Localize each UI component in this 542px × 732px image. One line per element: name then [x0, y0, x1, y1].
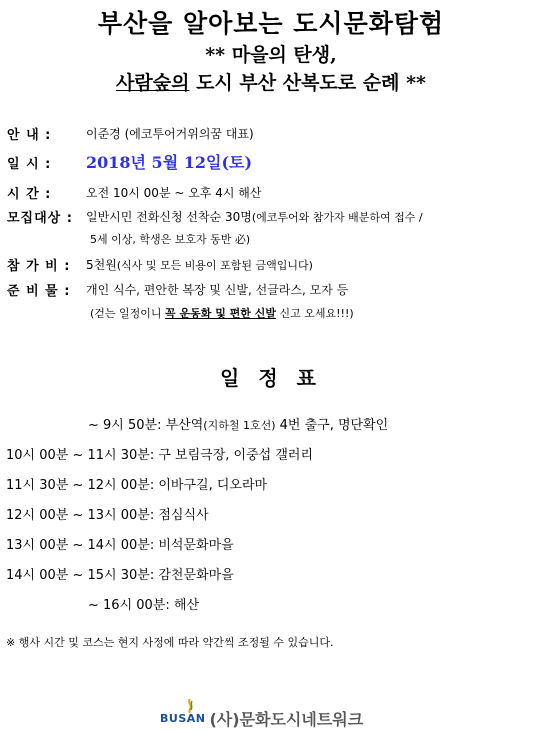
subtitle-line-1: ** 마을의 탄생, — [205, 44, 337, 66]
subtitle-rest: 도시 부산 산복도로 순례 ** — [189, 72, 426, 94]
prep-label: 준 비 물 : — [7, 284, 71, 299]
schedule-row — [6, 564, 234, 583]
fee-label: 참 가 비 : — [7, 259, 71, 274]
busan-wave-icon — [186, 699, 194, 713]
schedule-time: 12시 00분 ~ 13시 00분: — [6, 508, 155, 523]
fee-value — [86, 256, 313, 273]
prep-value: 개인 식수, 편안한 복장 및 신발, 선글라스, 모자 등 — [86, 283, 349, 297]
busan-logo-word: BUSAN — [160, 711, 206, 725]
schedule-row — [6, 474, 267, 493]
guide-value: 이준경 (에코투어거위의꿈 대표) — [86, 127, 254, 141]
busan-logo-text — [160, 712, 205, 725]
schedule-row — [88, 594, 199, 613]
schedule-time: 14시 00분 ~ 15시 30분: — [6, 568, 155, 583]
schedule-desc: 구 보림극장, 이중섭 갤러리 — [154, 448, 314, 463]
schedule-time: 13시 00분 ~ 14시 00분: — [6, 538, 155, 553]
date-value: 2018년 5월 12일(토) — [86, 153, 253, 172]
schedule-row — [6, 504, 209, 523]
recruit-main: 일반시민 전화신청 선착순 30명 — [86, 210, 252, 224]
fee-main: 5천원 — [86, 258, 117, 272]
prep-line-2 — [90, 305, 354, 321]
schedule-row — [6, 534, 234, 553]
org-name: (사)문화도시네트워크 — [209, 709, 364, 729]
schedule-time: 10시 00분 ~ 11시 30분: — [6, 448, 155, 463]
schedule-note: ※ 행사 시간 및 코스는 현지 사정에 따라 약간씩 조정될 수 있습니다. — [6, 636, 334, 649]
date-label: 일 시 : — [7, 157, 52, 172]
schedule-row — [6, 444, 313, 463]
schedule-desc-post: 4번 출구, 명단확인 — [275, 418, 389, 433]
schedule-time: 11시 30분 ~ 12시 00분: — [6, 478, 155, 493]
schedule-desc: 이바구길, 디오라마 — [154, 478, 268, 493]
fee-note: (식사 및 모든 비용이 포함된 금액입니다) — [116, 259, 313, 272]
prep-line-2-pre: (걷는 일정이니 — [90, 307, 166, 320]
time-value: 오전 10시 00분 ~ 오후 4시 해산 — [86, 186, 262, 200]
schedule-title: 일 정 표 — [220, 366, 322, 390]
recruit-label: 모집대상 : — [7, 211, 73, 226]
schedule-time: ~ 9시 50분: — [88, 418, 162, 433]
recruit-note: (에코투어와 참가자 배분하여 접수 / — [251, 211, 423, 224]
org-logo — [160, 705, 363, 731]
prep-emphasis: 꼭 운동화 및 편한 신발 — [165, 307, 276, 320]
guide-label: 안 내 : — [7, 128, 52, 143]
schedule-time: ~ 16시 00분: — [88, 598, 170, 613]
time-label: 시 간 : — [7, 187, 52, 202]
subtitle-line-2 — [0, 68, 542, 95]
recruit-value — [86, 208, 423, 225]
page-title: 부산을 알아보는 도시문화탐험 — [97, 9, 445, 38]
prep-line-2-post: 신고 오세요!!!) — [276, 307, 354, 320]
schedule-desc: 감천문화마을 — [154, 568, 234, 583]
schedule-desc: 해산 — [169, 598, 199, 613]
schedule-desc: 부산역 — [161, 418, 204, 433]
subtitle-underlined: 사람숲의 — [116, 72, 190, 94]
schedule-desc: 비석문화마을 — [154, 538, 234, 553]
schedule-row — [88, 414, 388, 433]
schedule-desc-small: (지하철 1호선) — [203, 419, 276, 432]
recruit-line-2: 5세 이상, 학생은 보호자 동반 必) — [90, 233, 251, 246]
schedule-desc: 점심식사 — [154, 508, 209, 523]
